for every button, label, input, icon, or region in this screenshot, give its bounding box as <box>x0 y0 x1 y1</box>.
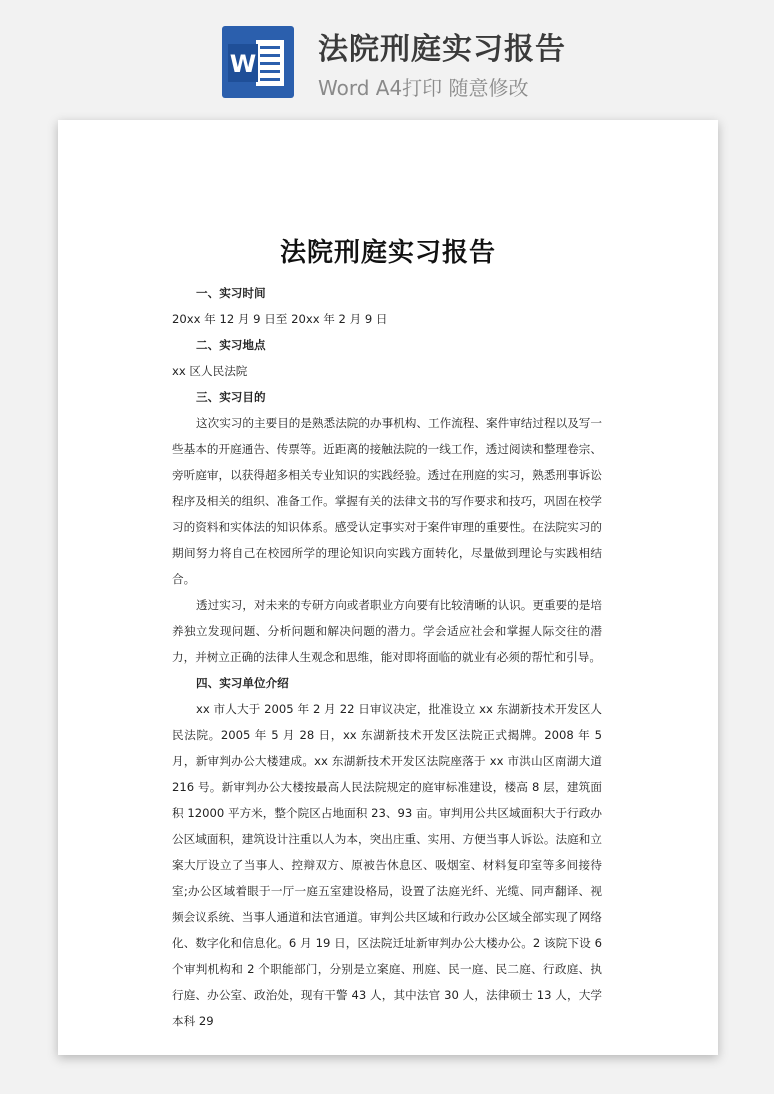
header-title: 法院刑庭实习报告 <box>318 32 566 67</box>
section-line-time: 20xx 年 12 月 9 日至 20xx 年 2 月 9 日 <box>172 312 388 326</box>
section-heading-time: 一、实习时间 <box>196 286 266 300</box>
purpose-paragraph-2: 透过实习，对未来的专研方向或者职业方向要有比较清晰的认识。更重要的是培养独立发现问题、分析问题和解决问题的潜力。学会适应社会和掌握人际交往的潜力，并树立正确的法律人生观念和思维，能对即将面临的就业有必须的帮忙和引导。 <box>172 598 602 664</box>
section-heading-location: 二、实习地点 <box>196 338 266 352</box>
word-document-icon <box>222 26 294 98</box>
section-heading-purpose: 三、实习目的 <box>196 390 266 404</box>
document-page <box>58 120 718 1055</box>
logo-letter: W <box>229 50 257 78</box>
section-line-location: xx 区人民法院 <box>172 364 248 378</box>
document-title: 法院刑庭实习报告 <box>279 238 496 268</box>
purpose-paragraph-1: 这次实习的主要目的是熟悉法院的办事机构、工作流程、案件审结过程以及写一些基本的开庭通告、传票等。近距离的接触法院的一线工作，透过阅读和整理卷宗、旁听庭审，以获得超多相关专业知识的实践经验。透过在刑庭的实习，熟悉刑事诉讼程序及相关的组织、准备工作。掌握有关的法律文书的写作要求和技巧，巩固在校学习的资料和实体法的知识体系。感受认定事实对于案件审理的重要性。在法院实习的期间努力将自己在校园所学的理论知识向实践方面转化，尽量做到理论与实践相结合。 <box>172 416 602 586</box>
page-header <box>0 0 774 110</box>
header-subtitle: Word A4打印 随意修改 <box>318 76 529 100</box>
unit-paragraph-1: xx 市人大于 2005 年 2 月 22 日审议决定，批准设立 xx 东湖新技术开发区人民法院。2005 年 5 月 28 日，xx 东湖新技术开发区法院正式揭牌。2008 年 5 月，新审判办公大楼建成。xx 东湖新技术开发区法院座落于 xx 市洪山区南湖大道 216 号。新审判办公大楼按最高人民法院规定的庭审标准建设，楼高 8 层，建筑面积 12000 平方米，整个院区占地面积 23、93 亩。审判用公共区域面积大于行政办公区域面积，建筑设计注重以人为本，突出庄重、实用、方便当事人诉讼。法庭和立案大厅设立了当事人、控辩双方、原被告休息区、吸烟室、材料复印室等多间接待室;办公区域着眼于一厅一庭五室建设格局，设置了法庭光纤、光缆、同声翻译、视频会议系统、当事人通道和法官通道。审判公共区域和行政办公区域全部实现了网络化、数字化和信息化。6 月 19 日，区法院迁址新审判办公大楼办公。2 该院下设 6 个审判机构和 2 个职能部门，分别是立案庭、刑庭、民一庭、民二庭、行政庭、执行庭、办公室、政治处，现有干警 43 人，其中法官 30 人，法律硕士 13 人，大学本科 29 <box>172 702 602 1028</box>
document-body <box>172 280 602 1034</box>
section-heading-unit: 四、实习单位介绍 <box>196 676 289 690</box>
